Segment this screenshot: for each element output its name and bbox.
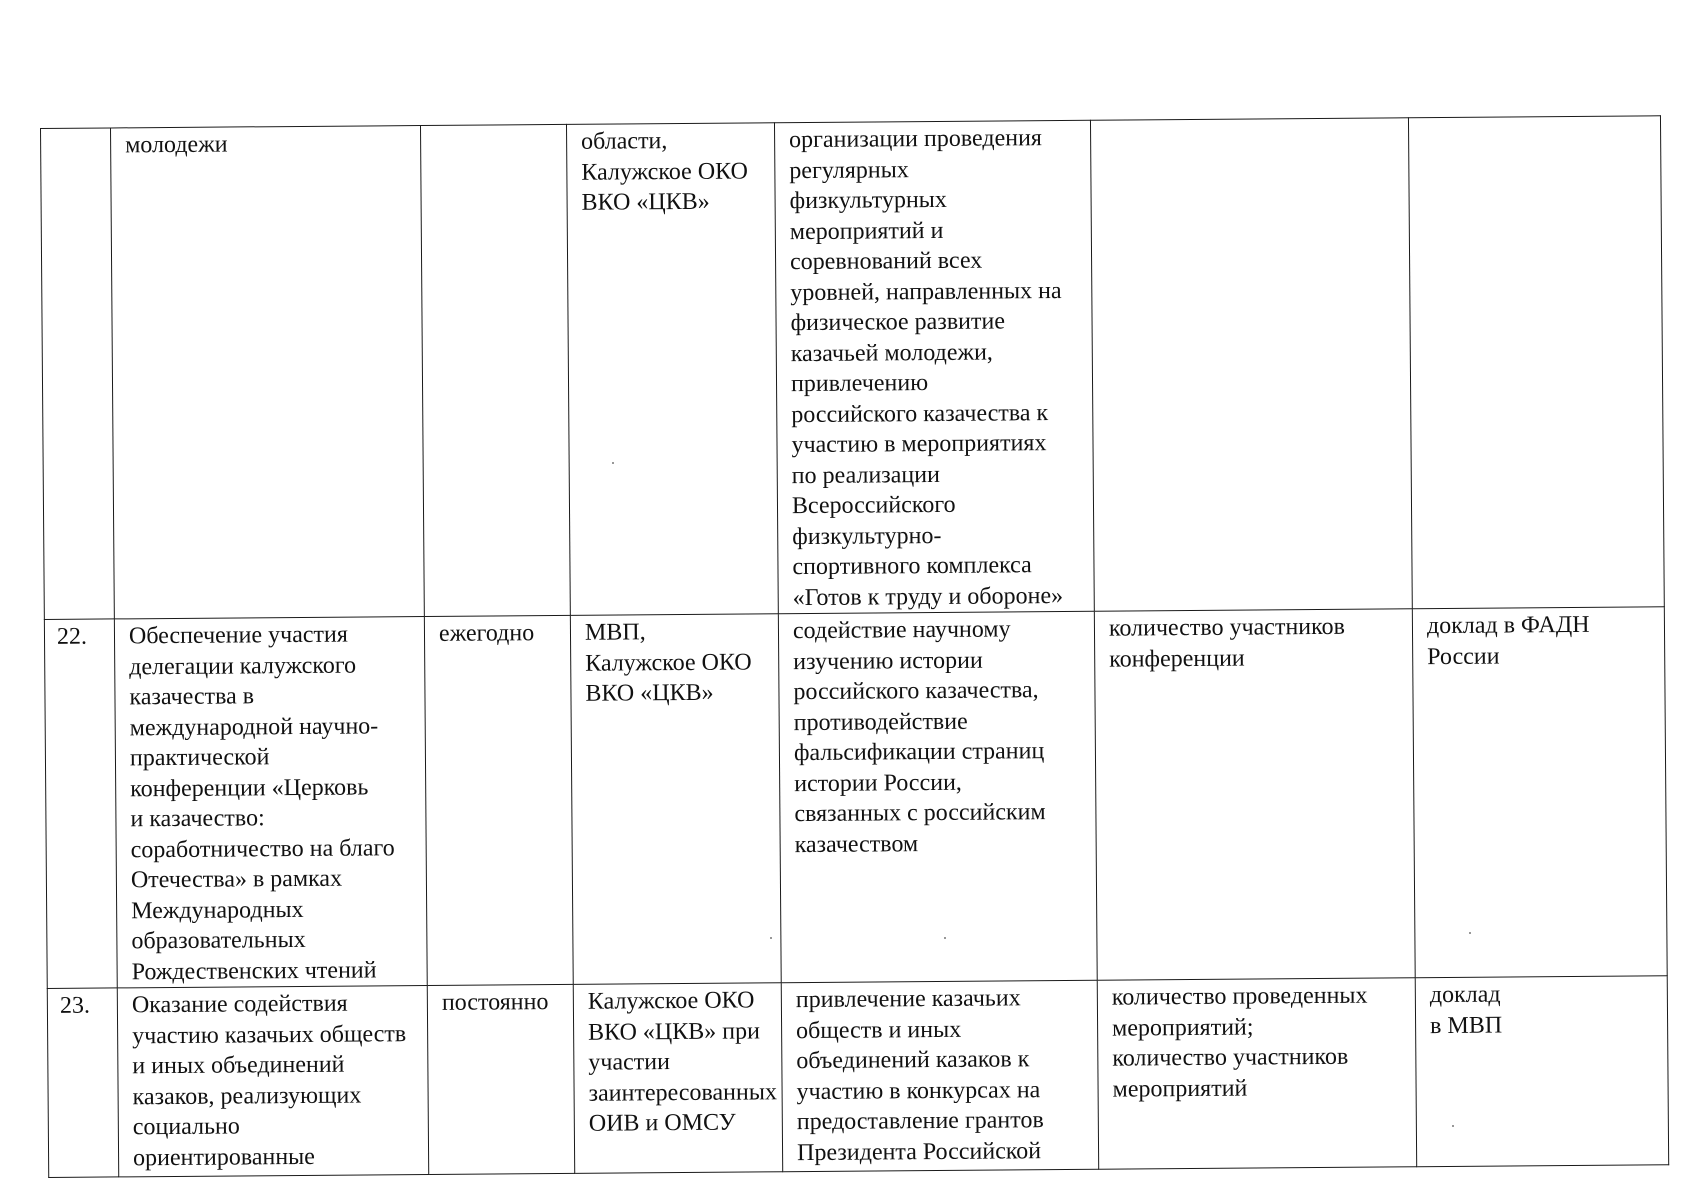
scan-speck [1452,1125,1454,1127]
scan-speck [770,937,772,939]
indicator-cell [1090,118,1412,611]
action-plan-table [40,115,1669,1178]
event-cell: Оказание содействия участию казачьих обществ и иных объединений казаков, реализующих социально ориентированные [117,985,428,1176]
goal-cell: организации проведения регулярных физкультурных мероприятий и соревнований всех уровней, направленных на физическое развитие казачьей молодежи, привлечению российского казачества к участию в мероприятиях по реализации Всероссийского физкультурно- спортивного комплекса «Готов к труду и обороне» [774,120,1094,613]
scan-speck [944,937,946,939]
table-row-23 [47,976,1668,1178]
executors-cell: области, Калужское ОКО ВКО «ЦКВ» [566,123,778,616]
executors-cell: МВП, Калужское ОКО ВКО «ЦКВ» [570,614,781,985]
indicator-cell: количество проведенных мероприятий; количество участников мероприятий [1097,978,1416,1169]
term-cell [420,124,570,616]
report-cell [1408,116,1664,609]
row-number-cell: 23. [47,988,118,1178]
scan-speck [612,462,614,464]
table-row-continuation [41,116,1665,620]
row-number-cell: 22. [44,619,117,989]
event-cell: молодежи [111,126,425,619]
executors-cell: Калужское ОКО ВКО «ЦКВ» при участии заинтересованных ОИВ и ОМСУ [573,983,782,1174]
report-cell: доклад в ФАДН России [1412,607,1667,978]
report-cell: доклад в МВП [1415,976,1668,1167]
goal-cell: привлечение казачьих обществ и иных объединений казаков к участию в конкурсах на предоставление грантов Президента Российской [781,980,1098,1171]
table-row-22 [44,607,1667,989]
indicator-cell: количество участников конференции [1094,609,1415,980]
term-cell: ежегодно [424,615,573,985]
row-number-cell [41,128,115,620]
event-cell: Обеспечение участия делегации калужского казачества в международной научно- практической конференции «Церковь и казачество: соработничество на благо Отечества» в рамках Международных образовательных Рождественских чтений [114,616,427,987]
term-cell: постоянно [427,984,574,1174]
scan-speck [1469,932,1471,934]
goal-cell: содействие научному изучению истории российского казачества, противодействие фальсификации страниц истории России, связанных с российским казачеством [778,611,1097,982]
